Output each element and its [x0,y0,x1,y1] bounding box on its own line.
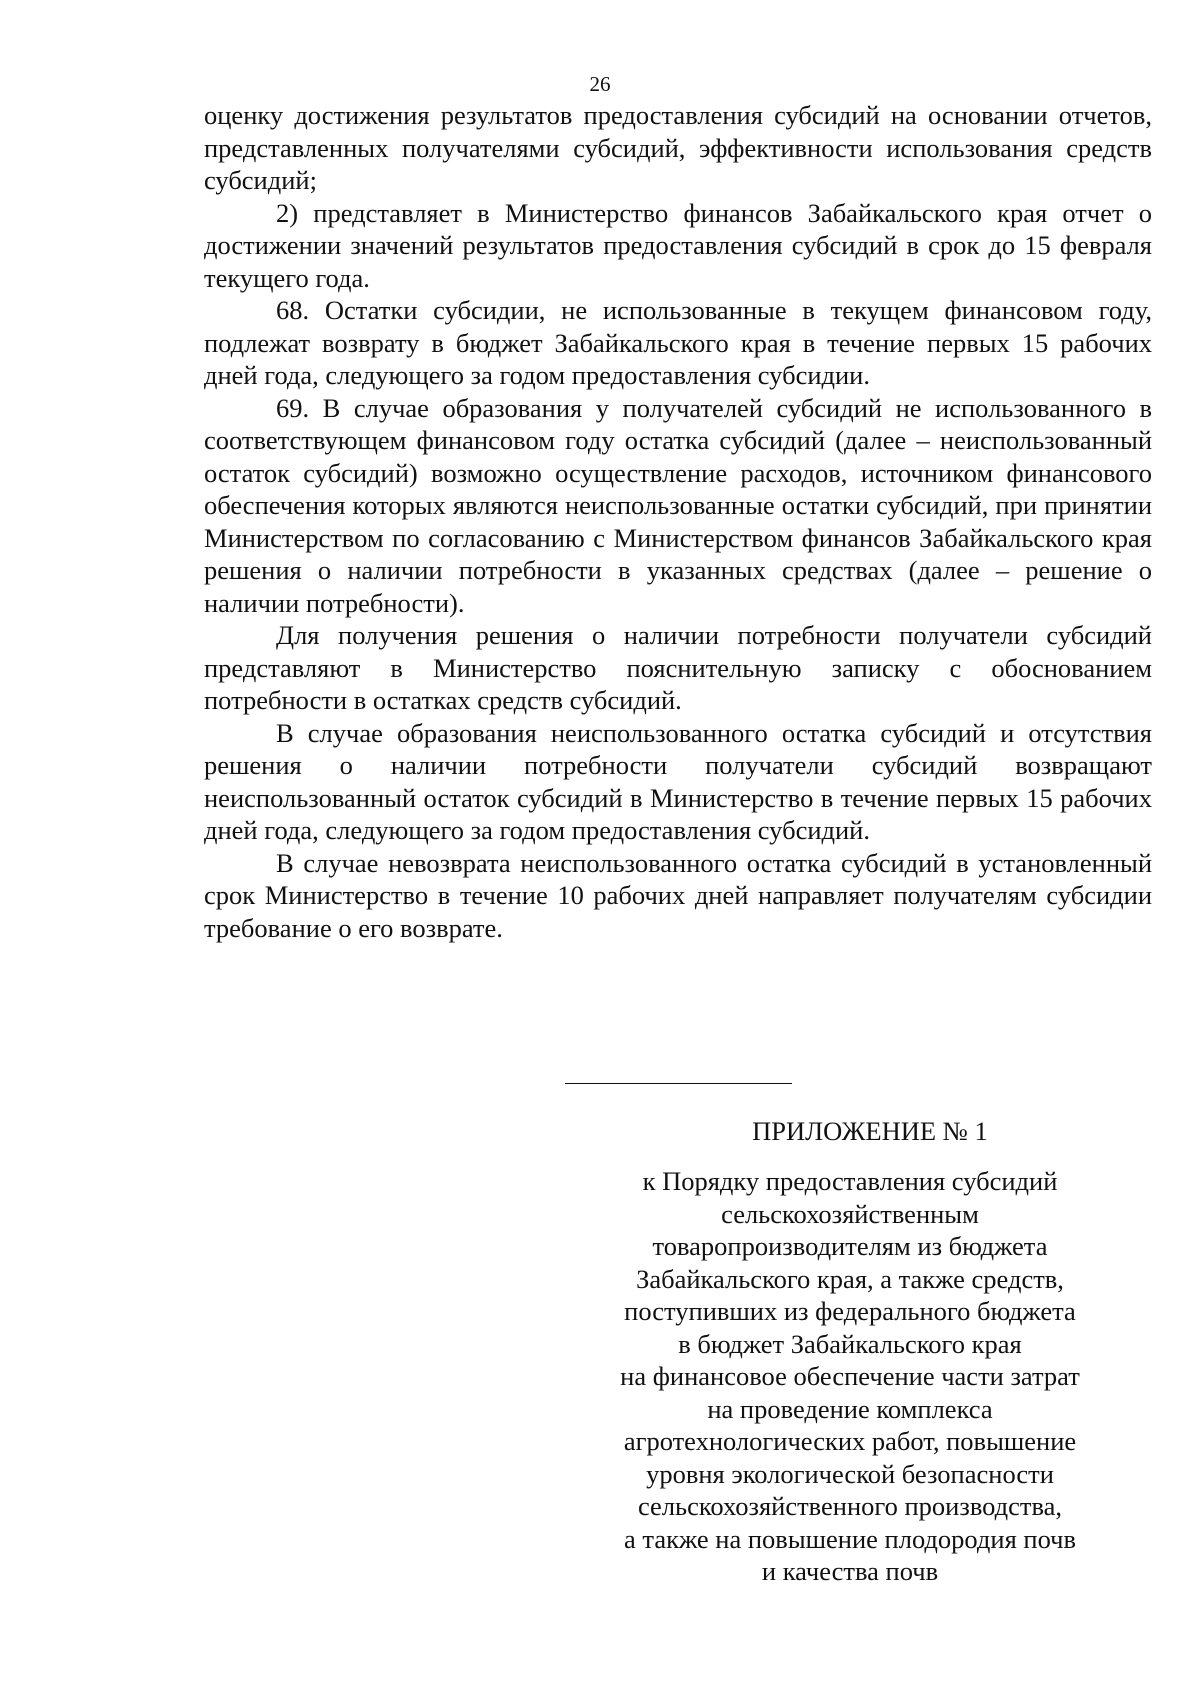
appendix-line: а также на повышение плодородия почв [624,1523,1076,1554]
paragraph-continuation: оценку достижения результатов предоставления субсидий на основании отчетов, представленных получателями субсидий, эффективности использования средств субсидий; [204,100,1152,195]
appendix-line: поступивших из федерального бюджета [624,1296,1076,1326]
appendix-line: Забайкальского края, а также средств, [636,1263,1064,1294]
appendix-line: на финансовое обеспечение части затрат [620,1361,1080,1391]
appendix-line: и качества почв [761,1556,939,1586]
appendix-line: к Порядку предоставления субсидий [642,1166,1058,1196]
appendix-title: ПРИЛОЖЕНИЕ № 1 [752,1116,988,1146]
appendix-line: в бюджет Забайкальского края [678,1328,1022,1359]
paragraph-non-return: В случае невозврата неиспользованного остатка субсидий в установленный срок Министерство в течение 10 рабочих дней направляет получателям субсидии требование о его возврате. [204,847,1152,943]
page-number: 26 [589,72,611,96]
appendix-line: на проведение комплекса [707,1393,993,1424]
appendix-line: агротехнологических работ, повышение [623,1426,1077,1456]
paragraph-item-2: 2) представляет в Министерство финансов Забайкальского края отчет о достижении значений результатов предоставления субсидий в срок до 15 февраля текущего года. [204,197,1152,293]
appendix-line: уровня экологической безопасности [646,1458,1054,1489]
appendix-line: товаропроизводителям из бюджета [652,1231,1048,1261]
paragraph-return-remainder: В случае образования неиспользованного остатка субсидий и отсутствия решения о наличии потребности получатели субсидий возвращают неиспользованный остаток субсидий в Министерство в течение первых 15 рабочих дней года, следующего за годом предоставления субсидий. [204,717,1152,845]
paragraph-69: 69. В случае образования у получателей субсидий не использованного в соответствующем финансовом году остатка субсидий (далее – неиспользованный остаток субсидий) возможно осуществление расходов, источником финансового обеспечения которых являются неиспользованные остатки субсидий, при принятии Министерством по согласованию с Министерством финансов Забайкальского края решения о наличии потребности в указанных средствах (далее – решение о наличии потребности). [204,392,1152,618]
paragraph-68: 68. Остатки субсидии, не использованные в текущем финансовом году, подлежат возврату в бюджет Забайкальского края в течение первых 15 рабочих дней года, следующего за годом предоставления субсидии. [204,295,1152,390]
appendix-line: сельскохозяйственного производства, [637,1491,1063,1521]
document-body [204,99,1152,944]
appendix-line: сельскохозяйственным [721,1198,979,1229]
appendix-subtitle [580,1165,1120,1588]
paragraph-need-decision: Для получения решения о наличии потребности получатели субсидий представляют в Министерство пояснительную записку с обоснованием потребности в остатках средств субсидий. [204,620,1152,715]
section-divider [565,1083,792,1084]
